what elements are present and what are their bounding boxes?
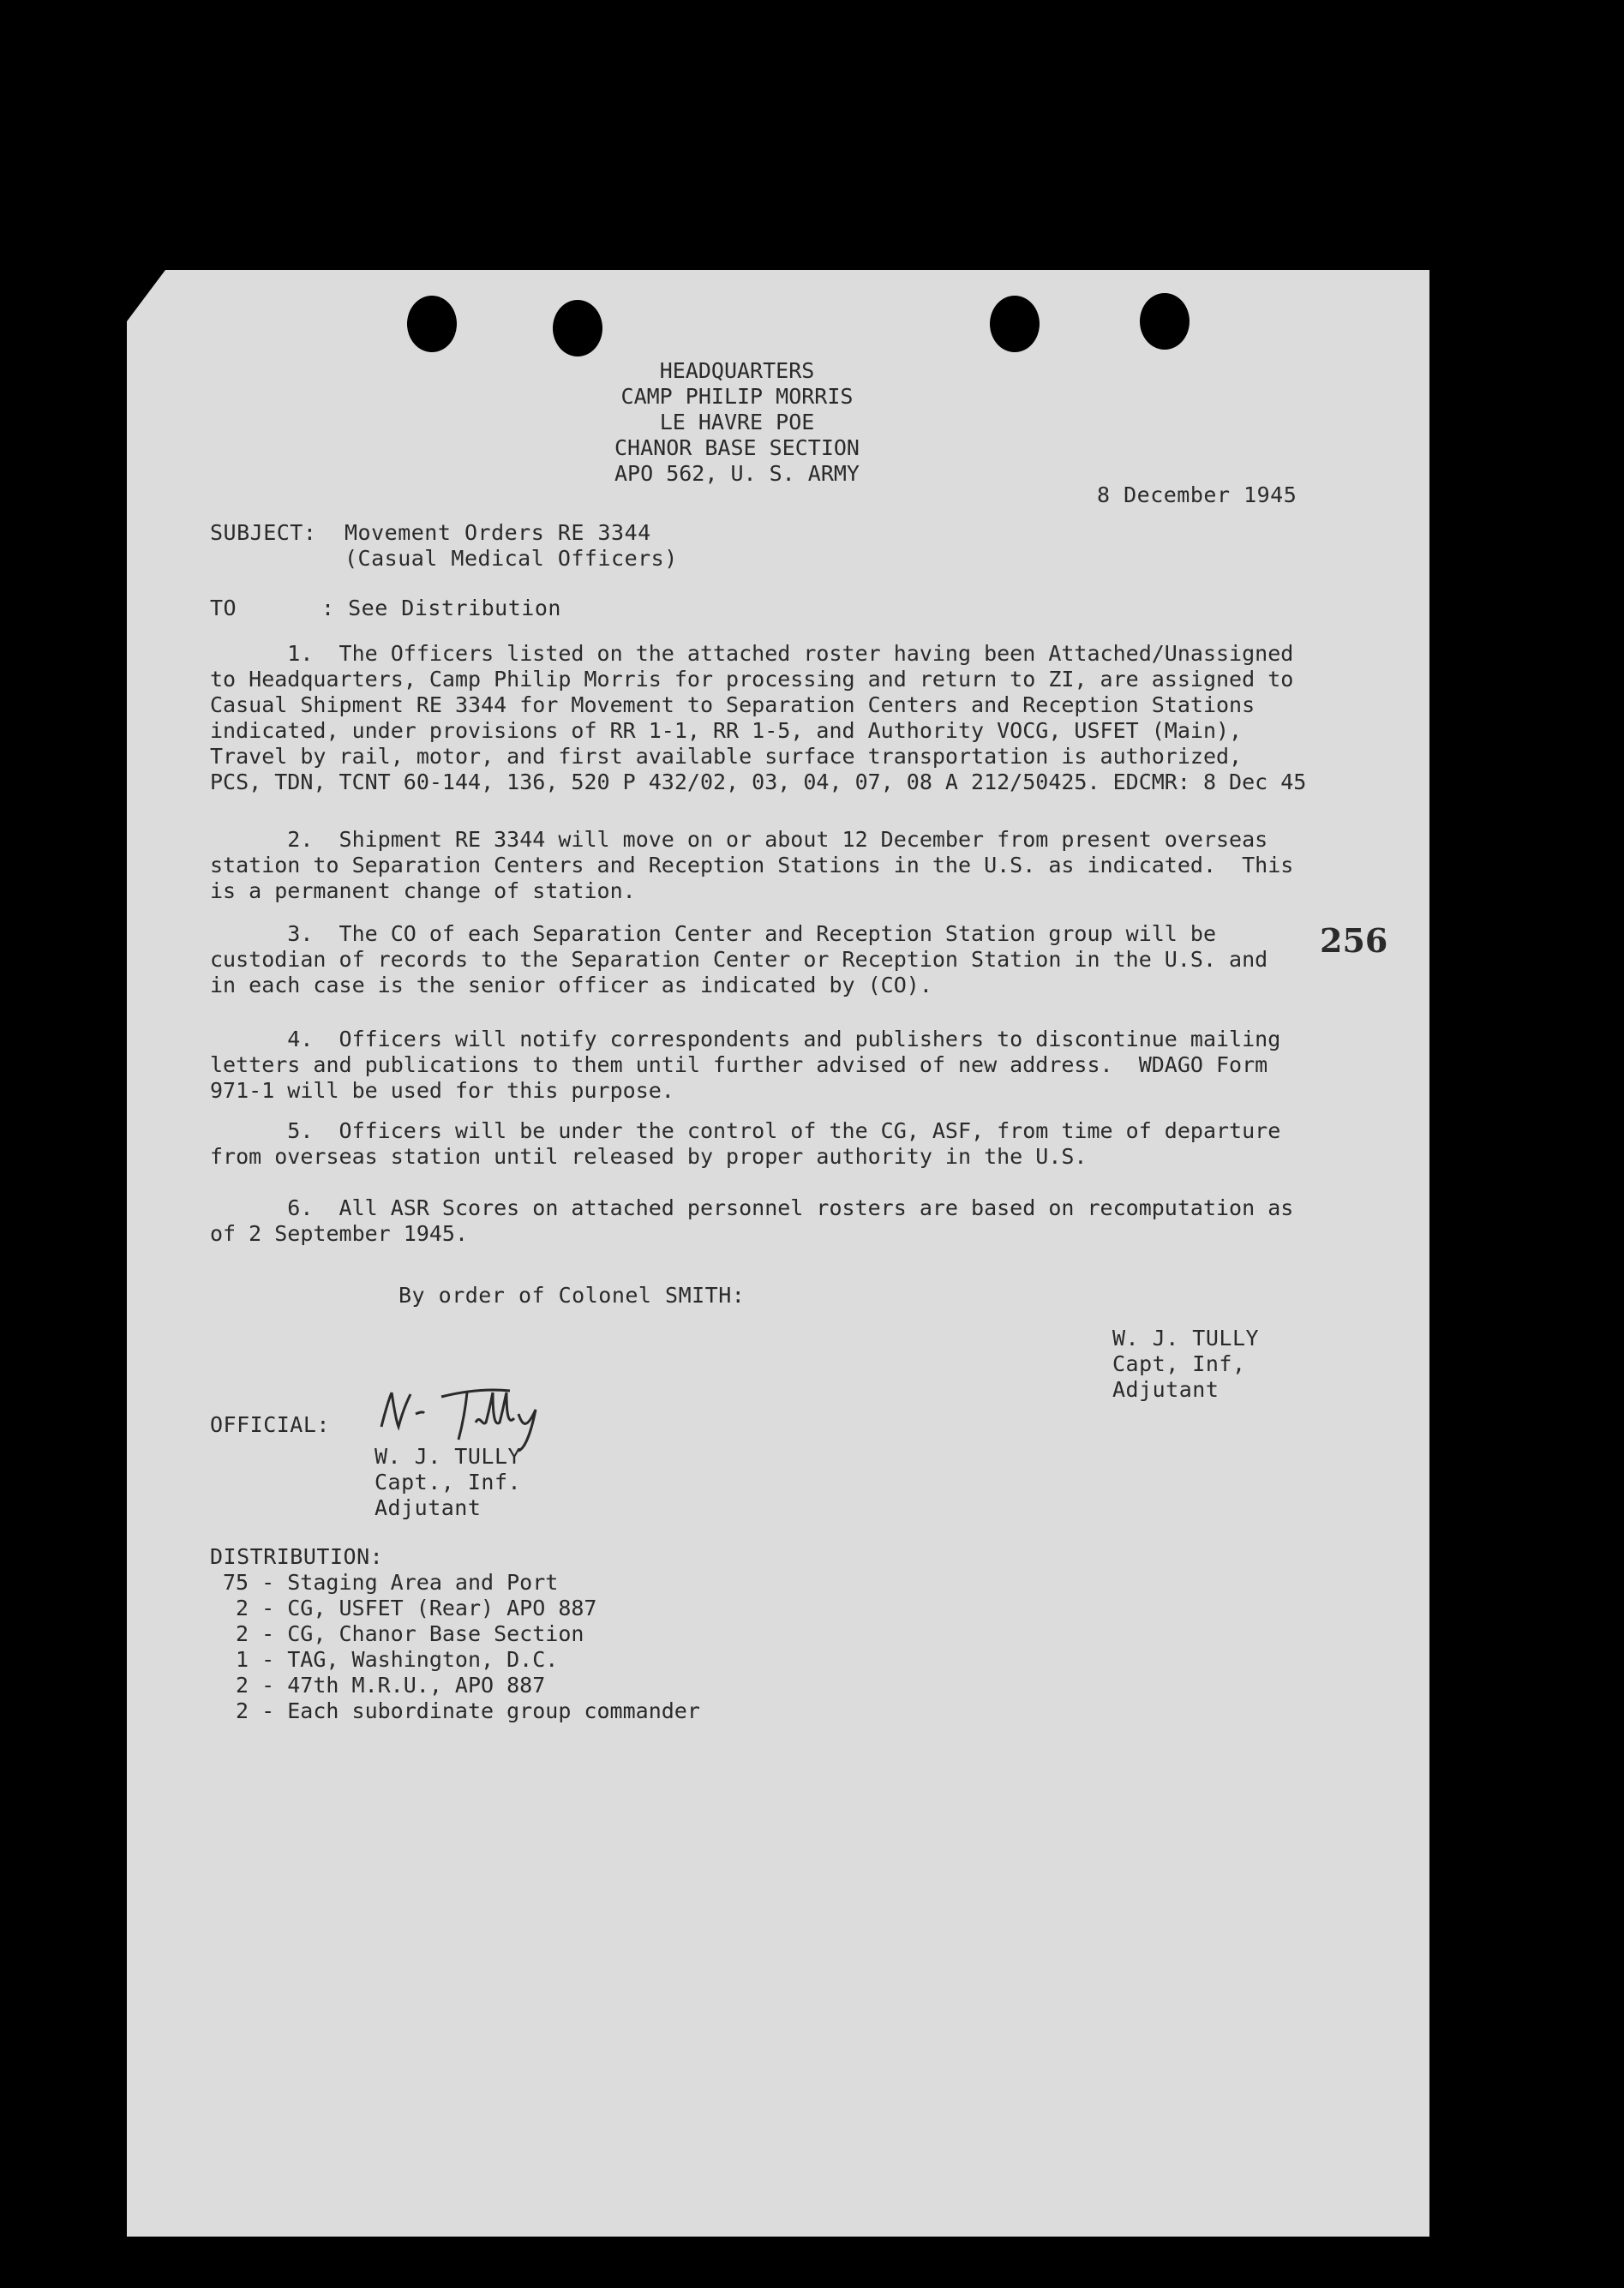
- distribution-item: 1 - TAG, Washington, D.C.: [223, 1647, 559, 1672]
- distribution-item: 75 - Staging Area and Port: [223, 1570, 559, 1595]
- paragraph-line: 1. The Officers listed on the attached roster having been Attached/Unassigned: [210, 641, 1294, 666]
- punch-hole: [1140, 293, 1190, 350]
- paragraph-line: from overseas station until released by proper authority in the U.S.: [210, 1144, 1088, 1169]
- paragraph-line: 3. The CO of each Separation Center and Reception Station group will be: [210, 921, 1216, 946]
- paragraph-4: [210, 1027, 1367, 1104]
- document-date: 8 December 1945: [1097, 482, 1297, 507]
- subject-label: SUBJECT:: [210, 520, 317, 545]
- punch-hole: [990, 296, 1040, 352]
- document-page: [127, 270, 1429, 2237]
- letterhead-line: APO 562, U. S. ARMY: [614, 461, 860, 486]
- paragraph-6: [210, 1195, 1367, 1247]
- punch-hole: [407, 296, 457, 352]
- paragraph-5: [210, 1118, 1367, 1170]
- page-number: 256: [1320, 921, 1388, 960]
- paragraph-3: [210, 921, 1367, 998]
- paragraph-line: 971-1 will be used for this purpose.: [210, 1078, 674, 1103]
- paragraph-2: [210, 827, 1367, 904]
- official-label: OFFICIAL:: [210, 1412, 330, 1437]
- to-label: TO: [210, 596, 237, 620]
- distribution-item: 2 - 47th M.R.U., APO 887: [223, 1673, 546, 1698]
- paragraph-line: 5. Officers will be under the control of the CG, ASF, from time of departure: [210, 1118, 1281, 1143]
- punch-hole: [553, 300, 602, 356]
- letterhead: [600, 358, 874, 487]
- signature-rank: Capt, Inf,: [1112, 1351, 1246, 1376]
- distribution-list: [223, 1570, 1380, 1724]
- paragraph-line: to Headquarters, Camp Philip Morris for processing and return to ZI, are assigned to: [210, 667, 1294, 692]
- folded-corner: [127, 270, 165, 321]
- distribution-item: 2 - Each subordinate group commander: [223, 1698, 700, 1723]
- letterhead-line: CHANOR BASE SECTION: [614, 435, 860, 460]
- paragraph-line: indicated, under provisions of RR 1-1, RR 1-5, and Authority VOCG, USFET (Main),: [210, 718, 1243, 743]
- paragraph-line: is a permanent change of station.: [210, 878, 636, 903]
- official-title: Adjutant: [375, 1495, 482, 1520]
- by-order-line: By order of Colonel SMITH:: [399, 1283, 746, 1308]
- paragraph-line: 4. Officers will notify correspondents and publishers to discontinue mailing: [210, 1027, 1281, 1051]
- letterhead-line: LE HAVRE POE: [659, 410, 815, 434]
- paragraph-line: 2. Shipment RE 3344 will move on or about 12 December from present overseas: [210, 827, 1268, 852]
- signature-title: Adjutant: [1112, 1377, 1219, 1402]
- paragraph-line: letters and publications to them until further advised of new address. WDAGO Form: [210, 1052, 1268, 1077]
- signature-name: W. J. TULLY: [1112, 1326, 1260, 1351]
- paragraph-line: station to Separation Centers and Reception Stations in the U.S. as indicated. This: [210, 853, 1294, 877]
- official-rank: Capt., Inf.: [375, 1470, 522, 1494]
- paragraph-line: PCS, TDN, TCNT 60-144, 136, 520 P 432/02, 03, 04, 07, 08 A 212/50425. EDCMR: 8 Dec 45: [210, 770, 1307, 794]
- letterhead-line: CAMP PHILIP MORRIS: [620, 384, 854, 409]
- paragraph-1: [210, 641, 1367, 795]
- paragraph-line: in each case is the senior officer as indicated by (CO).: [210, 973, 932, 997]
- paragraph-line: custodian of records to the Separation Center or Reception Station in the U.S. and: [210, 947, 1268, 972]
- distribution-item: 2 - CG, Chanor Base Section: [223, 1621, 584, 1646]
- distribution-label: DISTRIBUTION:: [210, 1544, 384, 1569]
- official-name: W. J. TULLY: [375, 1444, 522, 1469]
- letterhead-line: HEADQUARTERS: [659, 358, 815, 383]
- subject-line: Movement Orders RE 3344: [345, 520, 651, 545]
- paragraph-line: 6. All ASR Scores on attached personnel rosters are based on recomputation as: [210, 1195, 1294, 1220]
- distribution-item: 2 - CG, USFET (Rear) APO 887: [223, 1596, 597, 1620]
- subject-line: (Casual Medical Officers): [345, 546, 678, 571]
- paragraph-line: Casual Shipment RE 3344 for Movement to Separation Centers and Reception Stations: [210, 692, 1255, 717]
- paragraph-line: of 2 September 1945.: [210, 1221, 469, 1246]
- paragraph-line: Travel by rail, motor, and first available surface transportation is authorized,: [210, 744, 1243, 769]
- to-value: : See Distribution: [321, 596, 561, 620]
- handwritten-signature: [373, 1375, 587, 1452]
